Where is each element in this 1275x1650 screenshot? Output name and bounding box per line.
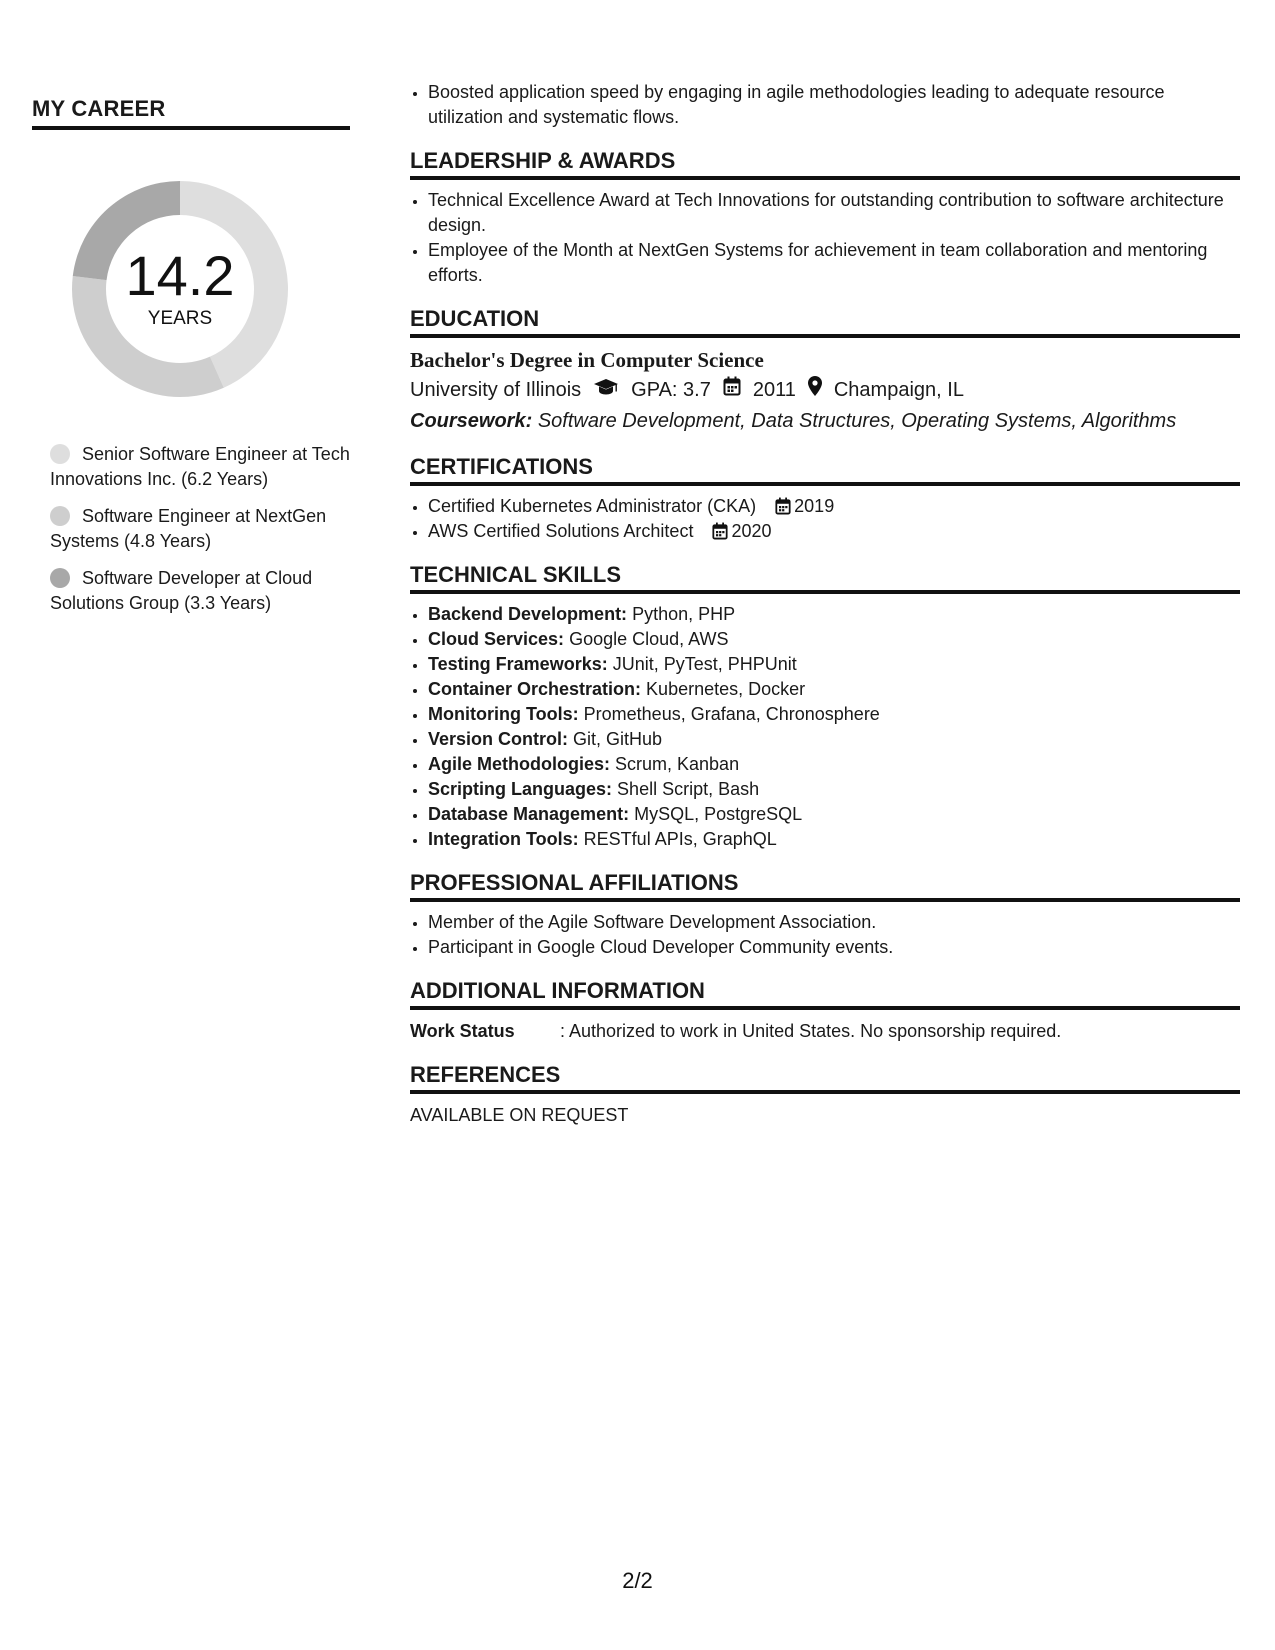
certifications-section bbox=[410, 454, 1240, 544]
skill-item bbox=[428, 727, 1240, 752]
career-sidebar bbox=[32, 96, 350, 628]
skill-item bbox=[428, 802, 1240, 827]
education-coursework bbox=[410, 406, 1240, 436]
skill-category: Database Management: bbox=[428, 804, 630, 824]
legend-item bbox=[50, 566, 350, 616]
coursework-text: Software Development, Data Structures, Operating Systems, Algorithms bbox=[537, 410, 1177, 432]
skill-item bbox=[428, 602, 1240, 627]
awards-title: LEADERSHIP & AWARDS bbox=[410, 148, 1240, 180]
career-total-unit: YEARS bbox=[147, 308, 213, 329]
skills-title: TECHNICAL SKILLS bbox=[410, 562, 1240, 594]
education-title: EDUCATION bbox=[410, 306, 1240, 338]
additional-title: ADDITIONAL INFORMATION bbox=[410, 978, 1240, 1010]
skill-category: Scripting Languages: bbox=[428, 779, 613, 799]
skill-category: Monitoring Tools: bbox=[428, 704, 579, 724]
certification-item bbox=[428, 494, 1240, 519]
skill-values: Kubernetes, Docker bbox=[646, 679, 806, 699]
skill-category: Container Orchestration: bbox=[428, 679, 642, 699]
skill-category: Agile Methodologies: bbox=[428, 754, 610, 774]
donut-center bbox=[65, 174, 295, 404]
career-total-years: 14.2 bbox=[125, 244, 235, 307]
career-donut-chart bbox=[65, 174, 295, 404]
references-text: AVAILABLE ON REQUEST bbox=[410, 1105, 629, 1125]
certification-item bbox=[428, 519, 1240, 544]
awards-section bbox=[410, 148, 1240, 288]
legend-item bbox=[50, 504, 350, 554]
award-item: • Employee of the Month at NextGen Systems for achievement in team collaboration and mentoring efforts. bbox=[428, 238, 1240, 288]
skill-item bbox=[428, 702, 1240, 727]
skill-category: Cloud Services: bbox=[428, 629, 565, 649]
education-degree: Bachelor's Degree in Computer Science bbox=[410, 348, 764, 372]
work-status-value: : Authorized to work in United States. No sponsorship required. bbox=[560, 1021, 1062, 1041]
certification-name: Certified Kubernetes Administrator (CKA) bbox=[428, 496, 757, 516]
certification-date bbox=[775, 496, 834, 516]
graduation-cap-icon bbox=[593, 374, 619, 406]
calendar-icon bbox=[712, 522, 728, 540]
education-year: 2011 bbox=[752, 379, 796, 401]
location-pin-icon bbox=[808, 374, 822, 406]
legend-dot-1 bbox=[50, 444, 70, 464]
skill-category: Integration Tools: bbox=[428, 829, 579, 849]
affiliations-list bbox=[410, 910, 1240, 960]
legend-dot-2 bbox=[50, 506, 70, 526]
page-number: 2/2 bbox=[622, 1568, 653, 1593]
skill-values: Google Cloud, AWS bbox=[569, 629, 729, 649]
education-gpa: GPA: 3.7 bbox=[631, 379, 711, 401]
experience-bullet: • Boosted application speed by engaging in agile methodologies leading to adequate resource utilization and systematic flows. bbox=[428, 80, 1240, 130]
certification-date bbox=[712, 521, 771, 541]
legend-label: Senior Software Engineer at Tech Innovations Inc. (6.2 Years) bbox=[50, 444, 350, 489]
skill-values: MySQL, PostgreSQL bbox=[634, 804, 803, 824]
skill-item bbox=[428, 652, 1240, 677]
certification-name: AWS Certified Solutions Architect bbox=[428, 521, 694, 541]
skill-values: Scrum, Kanban bbox=[615, 754, 740, 774]
education-meta bbox=[410, 374, 1240, 406]
affiliations-section bbox=[410, 870, 1240, 960]
certifications-title: CERTIFICATIONS bbox=[410, 454, 1240, 486]
references-title: REFERENCES bbox=[410, 1062, 1240, 1094]
skill-values: Shell Script, Bash bbox=[617, 779, 760, 799]
certification-year: 2020 bbox=[731, 521, 772, 541]
award-item: • Technical Excellence Award at Tech Innovations for outstanding contribution to software architecture design. bbox=[428, 188, 1240, 238]
career-title: MY CAREER bbox=[32, 96, 350, 130]
certifications-list bbox=[410, 494, 1240, 544]
skill-values: Git, GitHub bbox=[573, 729, 663, 749]
education-location: Champaign, IL bbox=[833, 379, 964, 401]
certification-year: 2019 bbox=[794, 496, 835, 516]
skill-category: Version Control: bbox=[428, 729, 569, 749]
legend-label: Software Developer at Cloud Solutions Group (3.3 Years) bbox=[50, 568, 313, 613]
skill-item bbox=[428, 752, 1240, 777]
legend-dot-3 bbox=[50, 568, 70, 588]
coursework-label: Coursework: bbox=[410, 410, 533, 432]
career-legend bbox=[50, 442, 350, 616]
awards-list bbox=[410, 188, 1240, 288]
legend-item bbox=[50, 442, 350, 492]
skills-list bbox=[410, 602, 1240, 852]
skill-item bbox=[428, 777, 1240, 802]
additional-section bbox=[410, 978, 1240, 1044]
resume-main bbox=[410, 80, 1240, 1128]
experience-bullets bbox=[410, 80, 1240, 130]
references-section bbox=[410, 1062, 1240, 1128]
affiliation-item: • Member of the Agile Software Development Association. bbox=[428, 910, 1240, 935]
affiliations-title: PROFESSIONAL AFFILIATIONS bbox=[410, 870, 1240, 902]
education-section bbox=[410, 306, 1240, 436]
skill-item bbox=[428, 677, 1240, 702]
education-school: University of Illinois bbox=[410, 379, 582, 401]
affiliation-item: • Participant in Google Cloud Developer Community events. bbox=[428, 935, 1240, 960]
work-status-label: Work Status bbox=[410, 1021, 515, 1041]
calendar-icon bbox=[775, 497, 791, 515]
calendar-icon bbox=[723, 374, 741, 406]
skill-item bbox=[428, 627, 1240, 652]
skill-values: Prometheus, Grafana, Chronosphere bbox=[583, 704, 880, 724]
skill-item bbox=[428, 827, 1240, 852]
skill-values: Python, PHP bbox=[632, 604, 736, 624]
skill-category: Testing Frameworks: bbox=[428, 654, 608, 674]
work-status-row bbox=[410, 1018, 1240, 1044]
skill-category: Backend Development: bbox=[428, 604, 628, 624]
skills-section bbox=[410, 562, 1240, 852]
skill-values: JUnit, PyTest, PHPUnit bbox=[612, 654, 797, 674]
skill-values: RESTful APIs, GraphQL bbox=[583, 829, 777, 849]
legend-label: Software Engineer at NextGen Systems (4.8 Years) bbox=[50, 506, 327, 551]
